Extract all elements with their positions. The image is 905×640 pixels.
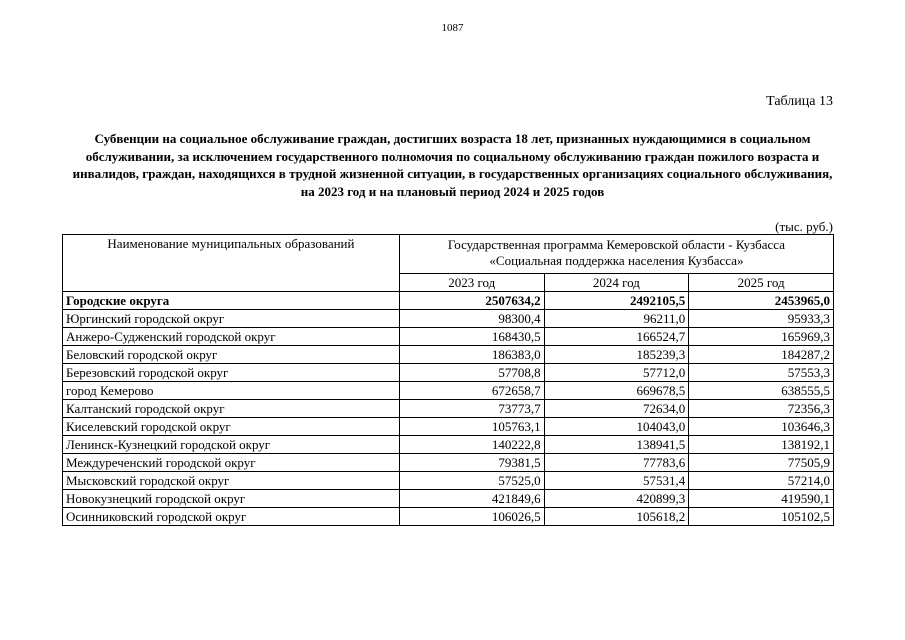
row-value: 419590,1	[689, 490, 834, 508]
units-label: (тыс. руб.)	[775, 219, 833, 234]
row-value: 57525,0	[399, 472, 544, 490]
row-value: 96211,0	[544, 310, 689, 328]
column-header-name: Наименование муниципальных образований	[63, 235, 400, 292]
table-row	[63, 328, 834, 346]
row-name: Ленинск-Кузнецкий городской округ	[63, 436, 400, 454]
row-value: 72356,3	[689, 400, 834, 418]
column-header-year: 2025 год	[689, 274, 834, 292]
table-row	[63, 400, 834, 418]
row-name: Калтанский городской округ	[63, 400, 400, 418]
row-value: 186383,0	[399, 346, 544, 364]
table-row	[63, 472, 834, 490]
row-value: 95933,3	[689, 310, 834, 328]
row-name: Березовский городской округ	[63, 364, 400, 382]
row-value: 669678,5	[544, 382, 689, 400]
row-name: Междуреченский городской округ	[63, 454, 400, 472]
row-name: Новокузнецкий городской округ	[63, 490, 400, 508]
row-value: 420899,3	[544, 490, 689, 508]
table-row	[63, 364, 834, 382]
row-name: Юргинский городской округ	[63, 310, 400, 328]
row-value: 2507634,2	[399, 292, 544, 310]
table-row	[63, 418, 834, 436]
row-value: 57553,3	[689, 364, 834, 382]
row-value: 57214,0	[689, 472, 834, 490]
row-value: 140222,8	[399, 436, 544, 454]
table-row	[63, 436, 834, 454]
column-header-year: 2024 год	[544, 274, 689, 292]
row-name: Осинниковский городской округ	[63, 508, 400, 526]
row-value: 79381,5	[399, 454, 544, 472]
table-row-total	[63, 292, 834, 310]
row-value: 165969,3	[689, 328, 834, 346]
row-value: 73773,7	[399, 400, 544, 418]
row-name: Киселевский городской округ	[63, 418, 400, 436]
row-value: 72634,0	[544, 400, 689, 418]
row-value: 672658,7	[399, 382, 544, 400]
row-value: 168430,5	[399, 328, 544, 346]
column-header-program	[399, 235, 833, 274]
program-header-line1: Государственная программа Кемеровской области - Кузбасса	[447, 237, 785, 252]
row-value: 105763,1	[399, 418, 544, 436]
row-value: 638555,5	[689, 382, 834, 400]
row-value: 2453965,0	[689, 292, 834, 310]
table-row	[63, 310, 834, 328]
row-name: Городские округа	[63, 292, 400, 310]
table-row	[63, 346, 834, 364]
table-row	[63, 490, 834, 508]
table-row	[63, 454, 834, 472]
row-value: 77783,6	[544, 454, 689, 472]
row-name: Анжеро-Судженский городской округ	[63, 328, 400, 346]
row-value: 138192,1	[689, 436, 834, 454]
program-header-line2: «Социальная поддержка населения Кузбасса»	[489, 253, 744, 268]
row-value: 421849,6	[399, 490, 544, 508]
row-value: 57712,0	[544, 364, 689, 382]
row-value: 57708,8	[399, 364, 544, 382]
row-name: Беловский городской округ	[63, 346, 400, 364]
row-name: город Кемерово	[63, 382, 400, 400]
page-number: 1087	[441, 22, 464, 34]
row-value: 105618,2	[544, 508, 689, 526]
row-value: 2492105,5	[544, 292, 689, 310]
row-value: 104043,0	[544, 418, 689, 436]
subsidy-table	[62, 234, 834, 526]
row-value: 166524,7	[544, 328, 689, 346]
table-row	[63, 382, 834, 400]
row-value: 98300,4	[399, 310, 544, 328]
document-title: Субвенции на социальное обслуживание граждан, достигших возраста 18 лет, признанных нуждающимися в социальном обслуживании, за исключением государственного полномочия по социальному обслуживанию граждан пожилого возраста и инвалидов, граждан, находящихся в трудной жизненной ситуации, в государственных организациях социального обслуживания, на 2023 год и на плановый период 2024 и 2025 годов	[72, 131, 833, 199]
row-value: 138941,5	[544, 436, 689, 454]
row-value: 103646,3	[689, 418, 834, 436]
row-value: 105102,5	[689, 508, 834, 526]
row-value: 184287,2	[689, 346, 834, 364]
row-value: 185239,3	[544, 346, 689, 364]
column-header-year: 2023 год	[399, 274, 544, 292]
table-row	[63, 508, 834, 526]
row-name: Мысковский городской округ	[63, 472, 400, 490]
table-label: Таблица 13	[766, 94, 833, 109]
row-value: 77505,9	[689, 454, 834, 472]
row-value: 106026,5	[399, 508, 544, 526]
row-value: 57531,4	[544, 472, 689, 490]
